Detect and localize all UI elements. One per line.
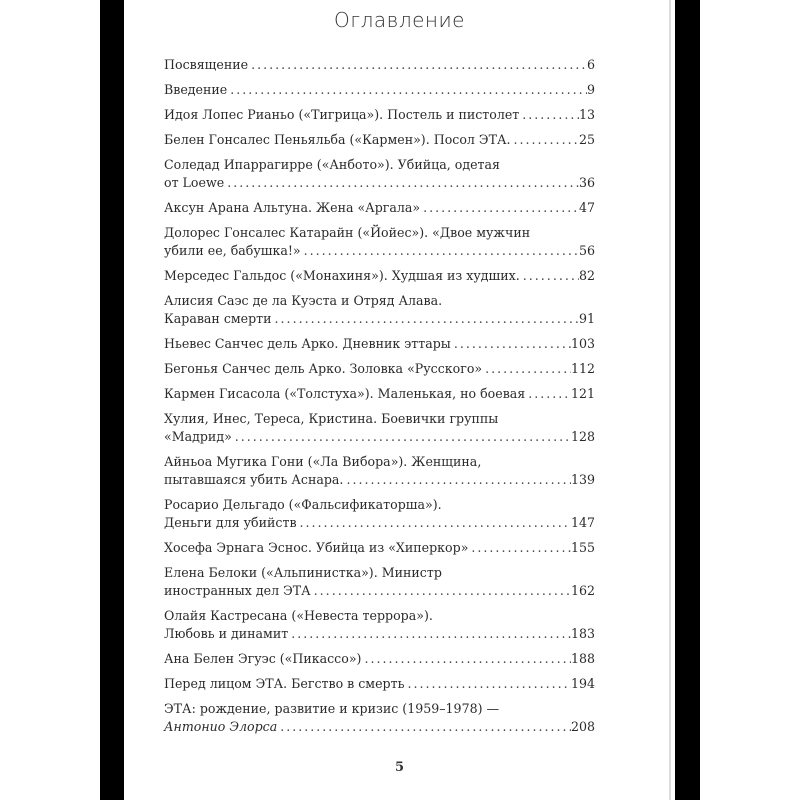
dot-leader [232,428,571,446]
toc-entry-line [164,675,595,693]
toc-entry-title: Ана Белен Эгуэс («Пикассо») [164,651,362,666]
toc-entry-title: Мерседес Гальдос («Монахиня»). Худшая из худших. [164,268,520,283]
dot-leader [468,539,571,557]
toc-entry-line [164,514,595,532]
toc-page-number: 36 [578,175,595,190]
toc-entry-line [164,156,595,174]
toc-entry [164,496,595,532]
toc-entry-line [164,267,595,285]
toc-entry-title: Хосефа Эрнага Эснос. Убийца из «Хиперкор» [164,540,469,555]
toc-page-number: 103 [570,336,595,351]
toc-entry [164,539,595,557]
toc-entry-title: Соледад Ипаррагирре («Анбото»). Убийца, одетая [164,157,500,172]
toc-entry [164,360,595,378]
toc-entry [164,199,595,217]
toc-entry-line [164,700,595,718]
dot-leader [519,106,579,124]
toc-entry-title: Любовь и динамит [164,626,289,641]
page-title: Оглавление [334,8,465,32]
dot-leader [288,625,571,643]
dot-leader [520,267,579,285]
toc-entry-title: от Loewe [164,175,225,190]
toc-entry-title: Долорес Гонсалес Катарайн («Йойес»). «Двое мужчин [164,225,531,240]
toc-entry-title: Посвящение [164,57,249,72]
dot-leader [301,242,579,260]
dot-leader [525,385,571,403]
toc-page-number: 6 [586,57,595,72]
toc-page-number: 56 [578,243,595,258]
toc-page-number: 25 [578,132,595,147]
toc-page-number: 47 [578,200,595,215]
right-dark-border [675,0,700,800]
toc-page-number: 139 [570,472,595,487]
toc-entry [164,564,595,600]
toc-entry-line [164,625,595,643]
toc-entry-line [164,385,595,403]
toc-entry [164,131,595,149]
toc-entry-line [164,428,595,446]
toc-entry-title: Перед лицом ЭТА. Бегство в смерть [164,676,405,691]
toc-page-number: 128 [570,429,595,444]
toc-entry-title: Введение [164,82,228,97]
dot-leader [224,174,579,192]
toc-entry-title: иностранных дел ЭТА [164,583,311,598]
toc-entry-line [164,242,595,260]
toc-entry [164,56,595,74]
toc-entry [164,267,595,285]
toc-entry-title: Айньоа Мугика Гони («Ла Вибора»). Женщина, [164,454,482,469]
dot-leader [451,335,571,353]
toc-entry-title: Хулия, Инес, Тереса, Кристина. Боевички группы [164,411,499,426]
toc-entry [164,410,595,446]
toc-entry-title: убили ее, бабушка!» [164,243,301,258]
toc-page-number: 91 [578,311,595,326]
toc-entry-title: Антонио Элорса [164,719,278,734]
toc-entry-line [164,360,595,378]
toc-page-number: 147 [570,515,595,530]
toc-page-number: 183 [570,626,595,641]
toc-entry-title: пытавшаяся убить Аснара. [164,472,344,487]
dot-leader [482,360,571,378]
toc-entry-title: Бегонья Санчес дель Арко. Золовка «Русского» [164,361,483,376]
toc-page-number: 121 [570,386,595,401]
toc-page-number: 208 [570,719,595,734]
toc-page-number: 194 [570,676,595,691]
toc-page-number: 82 [578,268,595,283]
toc-entry-line [164,650,595,668]
toc-entry-line [164,410,595,428]
toc-entry-line [164,131,595,149]
toc-page-number: 13 [578,107,595,122]
toc-entry-line [164,539,595,557]
toc-entry-title: «Мадрид» [164,429,232,444]
dot-leader [227,81,587,99]
dot-leader [297,514,571,532]
toc-entry-line [164,582,595,600]
toc-page-number: 112 [570,361,595,376]
toc-entry-title: Алисия Саэс де ла Куэста и Отряд Алава. [164,293,443,308]
dot-leader [311,582,571,600]
toc-entry-title: Белен Гонсалес Пеньяльба («Кармен»). Посол ЭТА. [164,132,511,147]
dot-leader [511,131,579,149]
toc-entry [164,224,595,260]
toc-page-number: 9 [586,82,595,97]
toc-entry-line [164,81,595,99]
toc-page-number: 162 [570,583,595,598]
toc-entry-title: Ньевес Санчес дель Арко. Дневник эттары [164,336,451,351]
toc-entry-line [164,496,595,514]
toc-entry-line [164,56,595,74]
page-edge-line [669,0,671,800]
toc-entry [164,81,595,99]
toc-entry-title: Елена Белоки («Альпинистка»). Министр [164,565,442,580]
toc-entry-line [164,224,595,242]
toc-page-number: 155 [570,540,595,555]
page-number: 5 [394,760,405,775]
toc-entry-line [164,292,595,310]
toc-entry [164,335,595,353]
dot-leader [272,310,579,328]
dot-leader [343,471,571,489]
toc-entry-line [164,174,595,192]
toc-entry-title: Росарио Дельгадо («Фальсификаторша»). [164,497,442,512]
toc-entry-line [164,607,595,625]
dot-leader [420,199,579,217]
toc-entry-line [164,199,595,217]
toc-entry [164,675,595,693]
toc-entry [164,607,595,643]
left-dark-border [100,0,124,800]
toc-entry-line [164,453,595,471]
dot-leader [248,56,587,74]
toc-entry-title: ЭТА: рождение, развитие и кризис (1959–1978) — [164,701,500,716]
dot-leader [361,650,571,668]
toc-entry-title: Караван смерти [164,311,272,326]
toc-entry [164,106,595,124]
toc-entry-line [164,564,595,582]
toc-entry-line [164,471,595,489]
toc-entry [164,156,595,192]
toc-entry-title: Идоя Лопес Рианьо («Тигрица»). Постель и пистолет [164,107,520,122]
toc-entry-title: Аксун Арана Альтуна. Жена «Аргала» [164,200,421,215]
toc-entry [164,453,595,489]
dot-leader [404,675,571,693]
toc-entry [164,385,595,403]
toc-entry-line [164,310,595,328]
toc-entry-title: Деньги для убийств [164,515,297,530]
toc-entry-line [164,335,595,353]
toc-entry-title: Кармен Гисасола («Толстуха»). Маленькая, но боевая [164,386,526,401]
toc-entry-title: Олайя Кастресана («Невеста террора»). [164,608,433,623]
dot-leader [277,718,571,736]
toc-entry-line [164,106,595,124]
toc-entry-line [164,718,595,736]
table-of-contents [164,56,595,743]
toc-page-number: 188 [570,651,595,666]
toc-entry [164,292,595,328]
toc-entry [164,650,595,668]
toc-entry [164,700,595,736]
